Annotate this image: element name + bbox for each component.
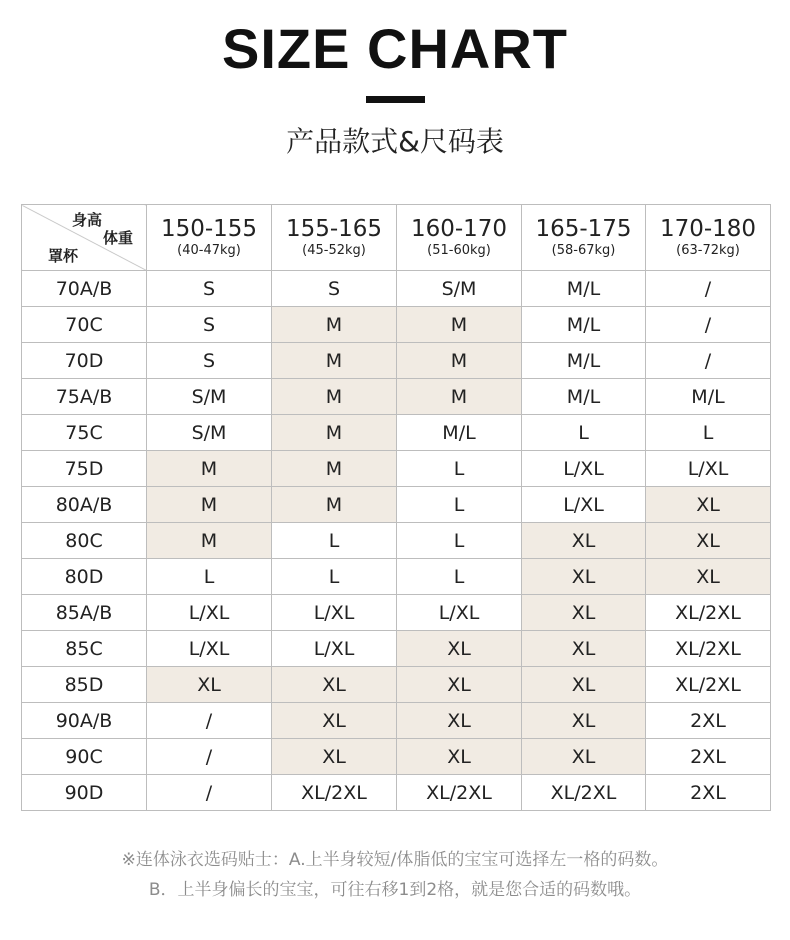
size-cell: M xyxy=(272,379,397,415)
size-cell: XL xyxy=(147,667,272,703)
size-cell: XL/2XL xyxy=(646,595,771,631)
column-header xyxy=(646,205,771,271)
size-cell: XL xyxy=(397,739,522,775)
size-cell: / xyxy=(147,703,272,739)
column-height-range: 150-155 xyxy=(160,215,258,242)
size-cell: L/XL xyxy=(272,631,397,667)
size-cell: S/M xyxy=(147,379,272,415)
column-weight-range: (63-72kg) xyxy=(676,242,740,258)
size-cell: XL/2XL xyxy=(522,775,646,811)
size-cell: XL xyxy=(522,631,646,667)
table-row xyxy=(22,559,771,595)
corner-header-cell xyxy=(22,205,147,271)
size-cell: M xyxy=(147,523,272,559)
size-cell: / xyxy=(147,739,272,775)
size-cell: L/XL xyxy=(522,487,646,523)
size-cell: S/M xyxy=(147,415,272,451)
size-cell: S xyxy=(272,271,397,307)
table-row xyxy=(22,523,771,559)
cup-size-cell: 90C xyxy=(22,739,147,775)
size-cell: M xyxy=(272,415,397,451)
weight-header-label: 体重 xyxy=(103,229,134,247)
table-header-row xyxy=(22,205,771,271)
cup-size-cell: 80D xyxy=(22,559,147,595)
size-cell: L xyxy=(272,559,397,595)
size-cell: XL/2XL xyxy=(646,631,771,667)
size-cell: L xyxy=(397,559,522,595)
size-cell: L/XL xyxy=(147,631,272,667)
table-row xyxy=(22,487,771,523)
cup-size-cell: 75A/B xyxy=(22,379,147,415)
size-cell: M xyxy=(272,343,397,379)
page-subtitle: 产品款式&尺码表 xyxy=(286,125,504,158)
size-cell: S xyxy=(147,343,272,379)
size-cell: M/L xyxy=(522,379,646,415)
cup-size-cell: 70A/B xyxy=(22,271,147,307)
size-cell: L xyxy=(397,523,522,559)
size-cell: M xyxy=(397,307,522,343)
table-row xyxy=(22,415,771,451)
column-height-range: 170-180 xyxy=(659,215,757,242)
table-row xyxy=(22,703,771,739)
size-cell: XL/2XL xyxy=(646,667,771,703)
table-row xyxy=(22,739,771,775)
size-cell: L/XL xyxy=(522,451,646,487)
size-cell: XL xyxy=(522,739,646,775)
cup-size-cell: 75D xyxy=(22,451,147,487)
size-cell: XL xyxy=(272,703,397,739)
column-header xyxy=(522,205,646,271)
table-row xyxy=(22,775,771,811)
size-cell: M/L xyxy=(522,271,646,307)
size-cell: XL xyxy=(397,703,522,739)
size-cell: XL xyxy=(272,667,397,703)
size-cell: L xyxy=(646,415,771,451)
cup-size-cell: 90D xyxy=(22,775,147,811)
size-cell: L/XL xyxy=(272,595,397,631)
height-header-label: 身高 xyxy=(72,211,103,229)
size-cell: XL xyxy=(522,667,646,703)
cup-size-cell: 85C xyxy=(22,631,147,667)
table-row xyxy=(22,631,771,667)
fitting-tip-b: B．上半身偏长的宝宝，可往右移1到2格，就是您合适的码数哦。 xyxy=(148,880,642,900)
column-weight-range: (45-52kg) xyxy=(302,242,366,258)
size-cell: M xyxy=(272,487,397,523)
cup-size-cell: 70D xyxy=(22,343,147,379)
size-cell: M xyxy=(147,487,272,523)
column-height-range: 165-175 xyxy=(535,215,632,242)
size-cell: L/XL xyxy=(397,595,522,631)
size-cell: XL xyxy=(522,703,646,739)
size-cell: S xyxy=(147,271,272,307)
size-cell: XL xyxy=(646,523,771,559)
table-row xyxy=(22,307,771,343)
size-cell: XL xyxy=(646,559,771,595)
size-cell: M xyxy=(397,343,522,379)
size-cell: XL xyxy=(397,631,522,667)
column-header xyxy=(272,205,397,271)
size-cell: M/L xyxy=(397,415,522,451)
size-cell: L xyxy=(522,415,646,451)
size-cell: / xyxy=(147,775,272,811)
size-cell: M xyxy=(272,451,397,487)
size-cell: / xyxy=(646,271,771,307)
cup-size-cell: 90A/B xyxy=(22,703,147,739)
size-cell: 2XL xyxy=(646,703,771,739)
size-cell: M xyxy=(272,307,397,343)
table-row xyxy=(22,343,771,379)
cup-size-cell: 80A/B xyxy=(22,487,147,523)
size-cell: / xyxy=(646,307,771,343)
size-cell: XL xyxy=(272,739,397,775)
cup-size-cell: 80C xyxy=(22,523,147,559)
size-cell: S xyxy=(147,307,272,343)
cup-size-cell: 75C xyxy=(22,415,147,451)
size-cell: S/M xyxy=(397,271,522,307)
column-weight-range: (51-60kg) xyxy=(427,242,491,258)
size-cell: XL xyxy=(397,667,522,703)
column-height-range: 155-165 xyxy=(285,215,383,242)
size-cell: M/L xyxy=(522,307,646,343)
table-row xyxy=(22,271,771,307)
table-row xyxy=(22,451,771,487)
size-cell: L/XL xyxy=(147,595,272,631)
size-cell: / xyxy=(646,343,771,379)
size-cell: XL xyxy=(522,595,646,631)
size-cell: 2XL xyxy=(646,739,771,775)
size-cell: XL/2XL xyxy=(272,775,397,811)
size-cell: XL xyxy=(522,523,646,559)
size-cell: M xyxy=(147,451,272,487)
size-cell: M xyxy=(397,379,522,415)
column-weight-range: (40-47kg) xyxy=(177,242,241,258)
size-cell: L xyxy=(272,523,397,559)
cup-size-cell: 85D xyxy=(22,667,147,703)
cup-header-label: 罩杯 xyxy=(48,247,79,265)
table-body xyxy=(22,271,771,811)
size-cell: 2XL xyxy=(646,775,771,811)
size-cell: M/L xyxy=(522,343,646,379)
size-cell: L xyxy=(147,559,272,595)
size-cell: L xyxy=(397,451,522,487)
size-cell: XL xyxy=(646,487,771,523)
page-title: SIZE CHART xyxy=(222,17,568,80)
cup-size-cell: 85A/B xyxy=(22,595,147,631)
table-row xyxy=(22,667,771,703)
column-weight-range: (58-67kg) xyxy=(551,242,616,258)
column-height-range: 160-170 xyxy=(410,215,508,242)
size-chart-table xyxy=(21,204,771,811)
fitting-tip-a: ※连体泳衣选码贴士：A.上半身较短/体脂低的宝宝可选择左一格的码数。 xyxy=(121,850,669,870)
size-cell: XL/2XL xyxy=(397,775,522,811)
column-header xyxy=(397,205,522,271)
size-cell: M/L xyxy=(646,379,771,415)
cup-size-cell: 70C xyxy=(22,307,147,343)
column-header xyxy=(147,205,272,271)
size-cell: L/XL xyxy=(646,451,771,487)
title-underline xyxy=(366,96,425,103)
size-cell: L xyxy=(397,487,522,523)
table-row xyxy=(22,595,771,631)
size-cell: XL xyxy=(522,559,646,595)
table-row xyxy=(22,379,771,415)
